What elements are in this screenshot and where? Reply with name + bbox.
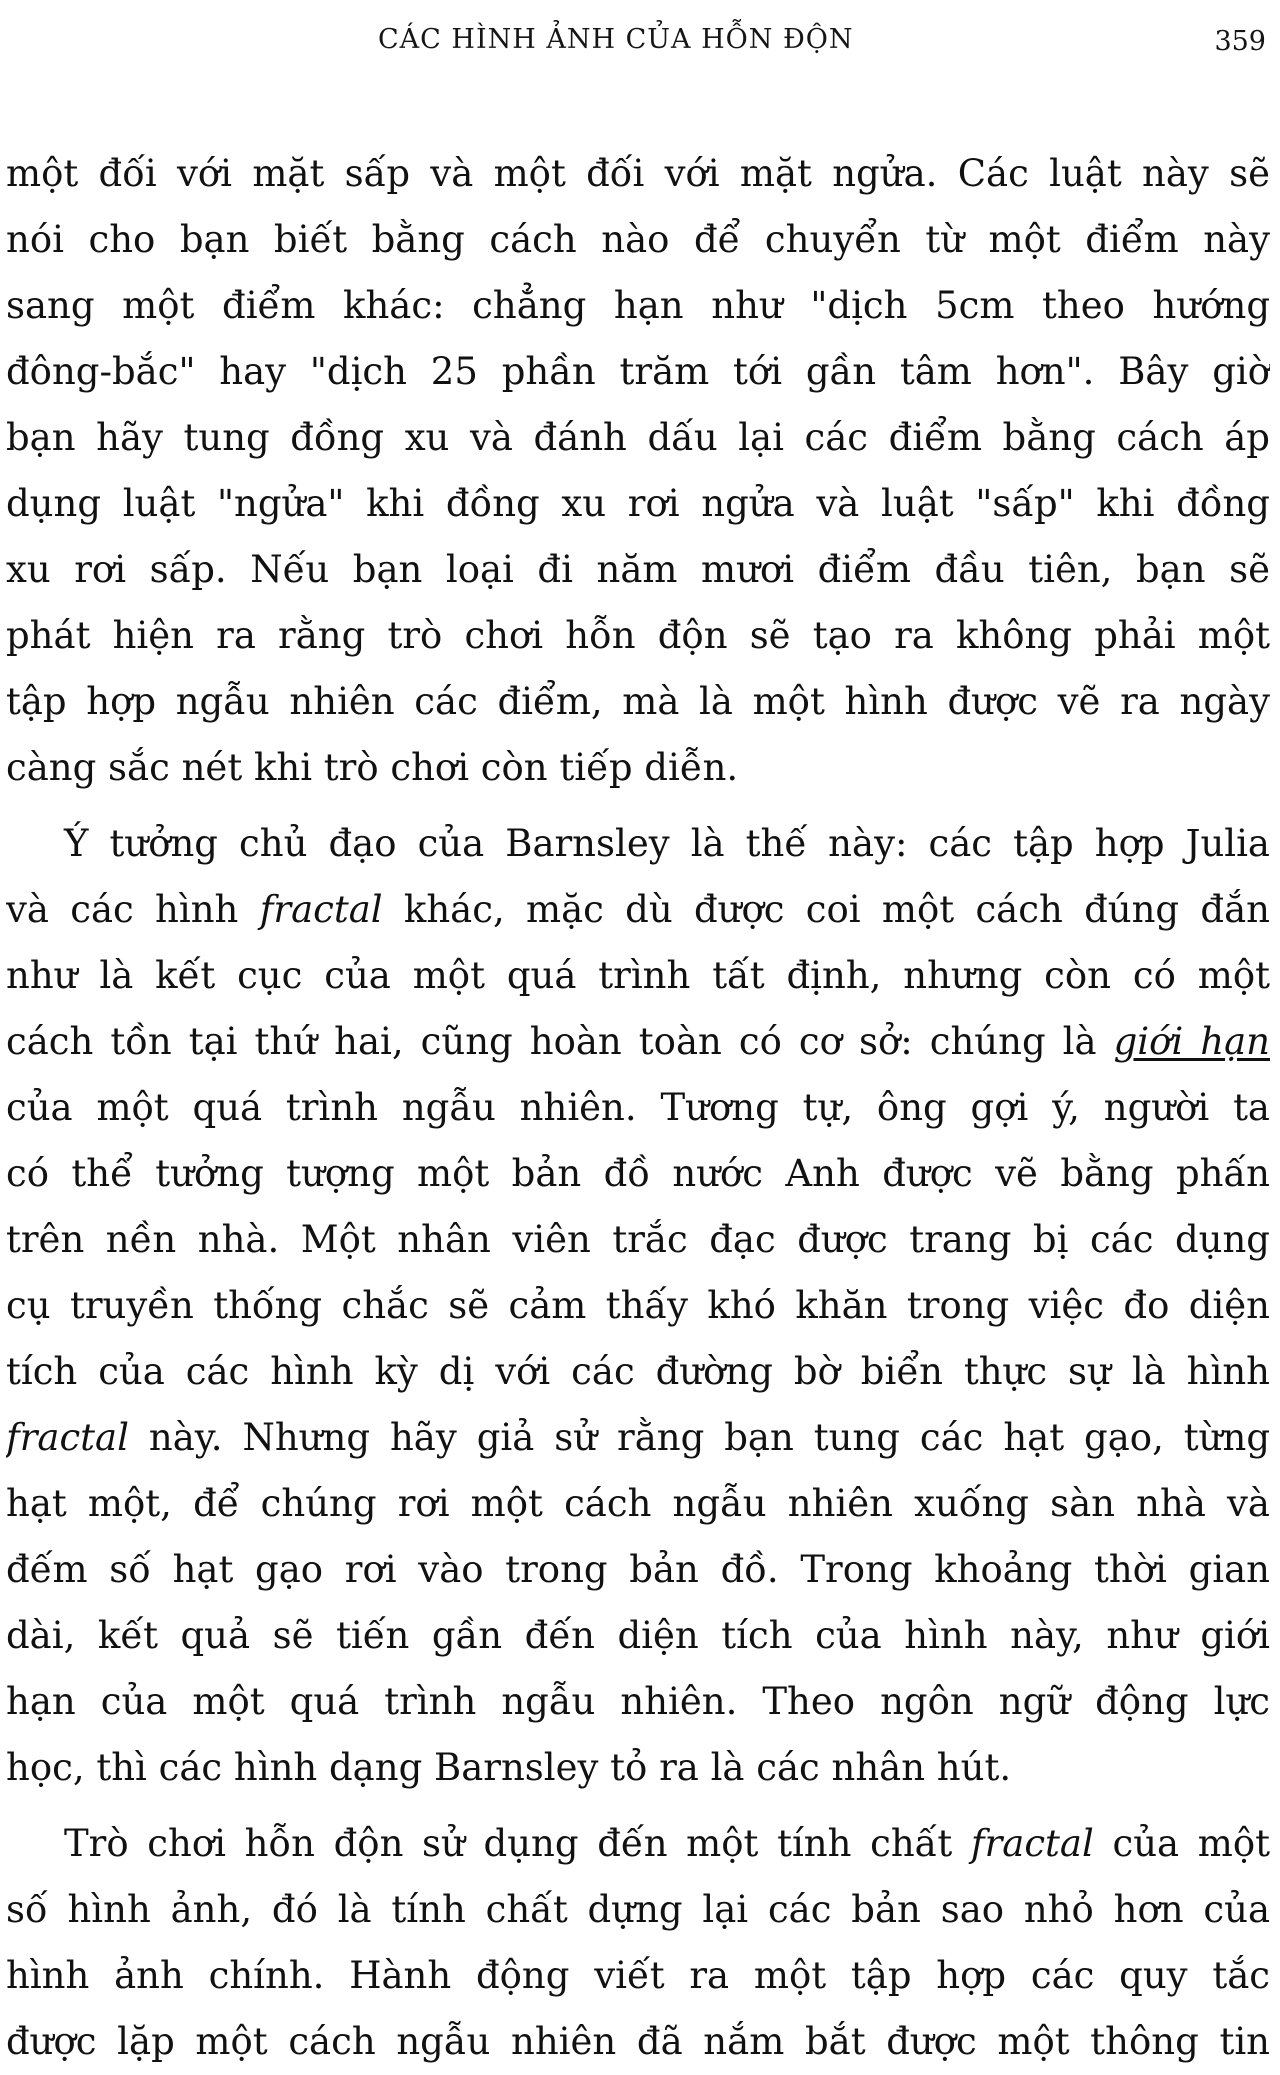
text-line: một đối với mặt sấp và một đối với mặt ngửa. Các luật này sẽ — [6, 152, 1270, 195]
text-line: hạn của một quá trình ngẫu nhiên. Theo ngôn ngữ động lực — [6, 1680, 1270, 1723]
text-line: hình ảnh chính. Hành động viết ra một tập hợp các quy tắc — [6, 1954, 1270, 1997]
text-line: của một quá trình ngẫu nhiên. Tương tự, ông gợi ý, người ta — [6, 1086, 1270, 1129]
running-header — [0, 24, 1280, 64]
page-number: 359 — [1214, 26, 1266, 57]
text-line: nói cho bạn biết bằng cách nào để chuyển từ một điểm này — [6, 218, 1270, 261]
text-line: cụ truyền thống chắc sẽ cảm thấy khó khăn trong việc đo diện — [6, 1284, 1270, 1327]
text-segment: khác, mặc dù được coi một cách đúng đắn — [382, 888, 1270, 931]
text-line: như là kết cục của một quá trình tất định, nhưng còn có một — [6, 954, 1270, 997]
italic-term: fractal — [259, 888, 383, 931]
text-line: trên nền nhà. Một nhân viên trắc đạc được trang bị các dụng — [6, 1218, 1270, 1261]
text-line: có thể tưởng tượng một bản đồ nước Anh được vẽ bằng phấn — [6, 1152, 1270, 1195]
text-line: càng sắc nét khi trò chơi còn tiếp diễn. — [6, 746, 739, 789]
text-line: bạn hãy tung đồng xu và đánh dấu lại các điểm bằng cách áp — [6, 416, 1270, 459]
text-line: dụng luật "ngửa" khi đồng xu rơi ngửa và luật "sấp" khi đồng — [6, 482, 1270, 525]
chapter-title: CÁC HÌNH ẢNH CỦA HỖN ĐỘN — [378, 24, 854, 55]
text-line: dài, kết quả sẽ tiến gần đến diện tích của hình này, như giới — [6, 1614, 1270, 1657]
italic-underlined-term: giới hạn — [1113, 1020, 1270, 1063]
italic-term: fractal — [970, 1822, 1094, 1865]
text-line: đếm số hạt gạo rơi vào trong bản đồ. Trong khoảng thời gian — [6, 1548, 1270, 1591]
paragraph-3 — [6, 1811, 1270, 2075]
text-line: học, thì các hình dạng Barnsley tỏ ra là các nhân hút. — [6, 1746, 1012, 1789]
text-line: tích của các hình kỳ dị với các đường bờ biển thực sự là hình — [6, 1350, 1270, 1393]
text-line: xu rơi sấp. Nếu bạn loại đi năm mươi điểm đầu tiên, bạn sẽ — [6, 548, 1270, 591]
text-segment: của một — [1093, 1822, 1270, 1865]
text-line: phát hiện ra rằng trò chơi hỗn độn sẽ tạo ra không phải một — [6, 614, 1270, 657]
paragraph-2 — [6, 811, 1270, 1801]
paragraph-1 — [6, 141, 1270, 801]
text-line: tập hợp ngẫu nhiên các điểm, mà là một hình được vẽ ra ngày — [6, 680, 1270, 723]
body-text — [6, 141, 1270, 2075]
text-segment: và các hình — [6, 888, 260, 931]
italic-term: fractal — [6, 1416, 129, 1459]
text-segment: Trò chơi hỗn độn sử dụng đến một tính chất — [64, 1822, 971, 1865]
text-line: hạt một, để chúng rơi một cách ngẫu nhiên xuống sàn nhà và — [6, 1482, 1270, 1525]
text-line: được lặp một cách ngẫu nhiên đã nắm bắt được một thông tin — [6, 2020, 1270, 2063]
text-line — [6, 1009, 1270, 1075]
text-line — [6, 877, 1270, 943]
text-line: sang một điểm khác: chẳng hạn như "dịch 5cm theo hướng — [6, 284, 1270, 327]
text-segment: này. Nhưng hãy giả sử rằng bạn tung các hạt gạo, từng — [128, 1416, 1270, 1459]
text-line: đông-bắc" hay "dịch 25 phần trăm tới gần tâm hơn". Bây giờ — [6, 350, 1270, 393]
text-line — [6, 1405, 1270, 1471]
text-segment: cách tồn tại thứ hai, cũng hoàn toàn có cơ sở: chúng là — [6, 1020, 1114, 1063]
text-line — [6, 1811, 1270, 1877]
text-line: Ý tưởng chủ đạo của Barnsley là thế này: các tập hợp Julia — [64, 822, 1270, 865]
text-line: số hình ảnh, đó là tính chất dựng lại các bản sao nhỏ hơn của — [6, 1888, 1270, 1931]
